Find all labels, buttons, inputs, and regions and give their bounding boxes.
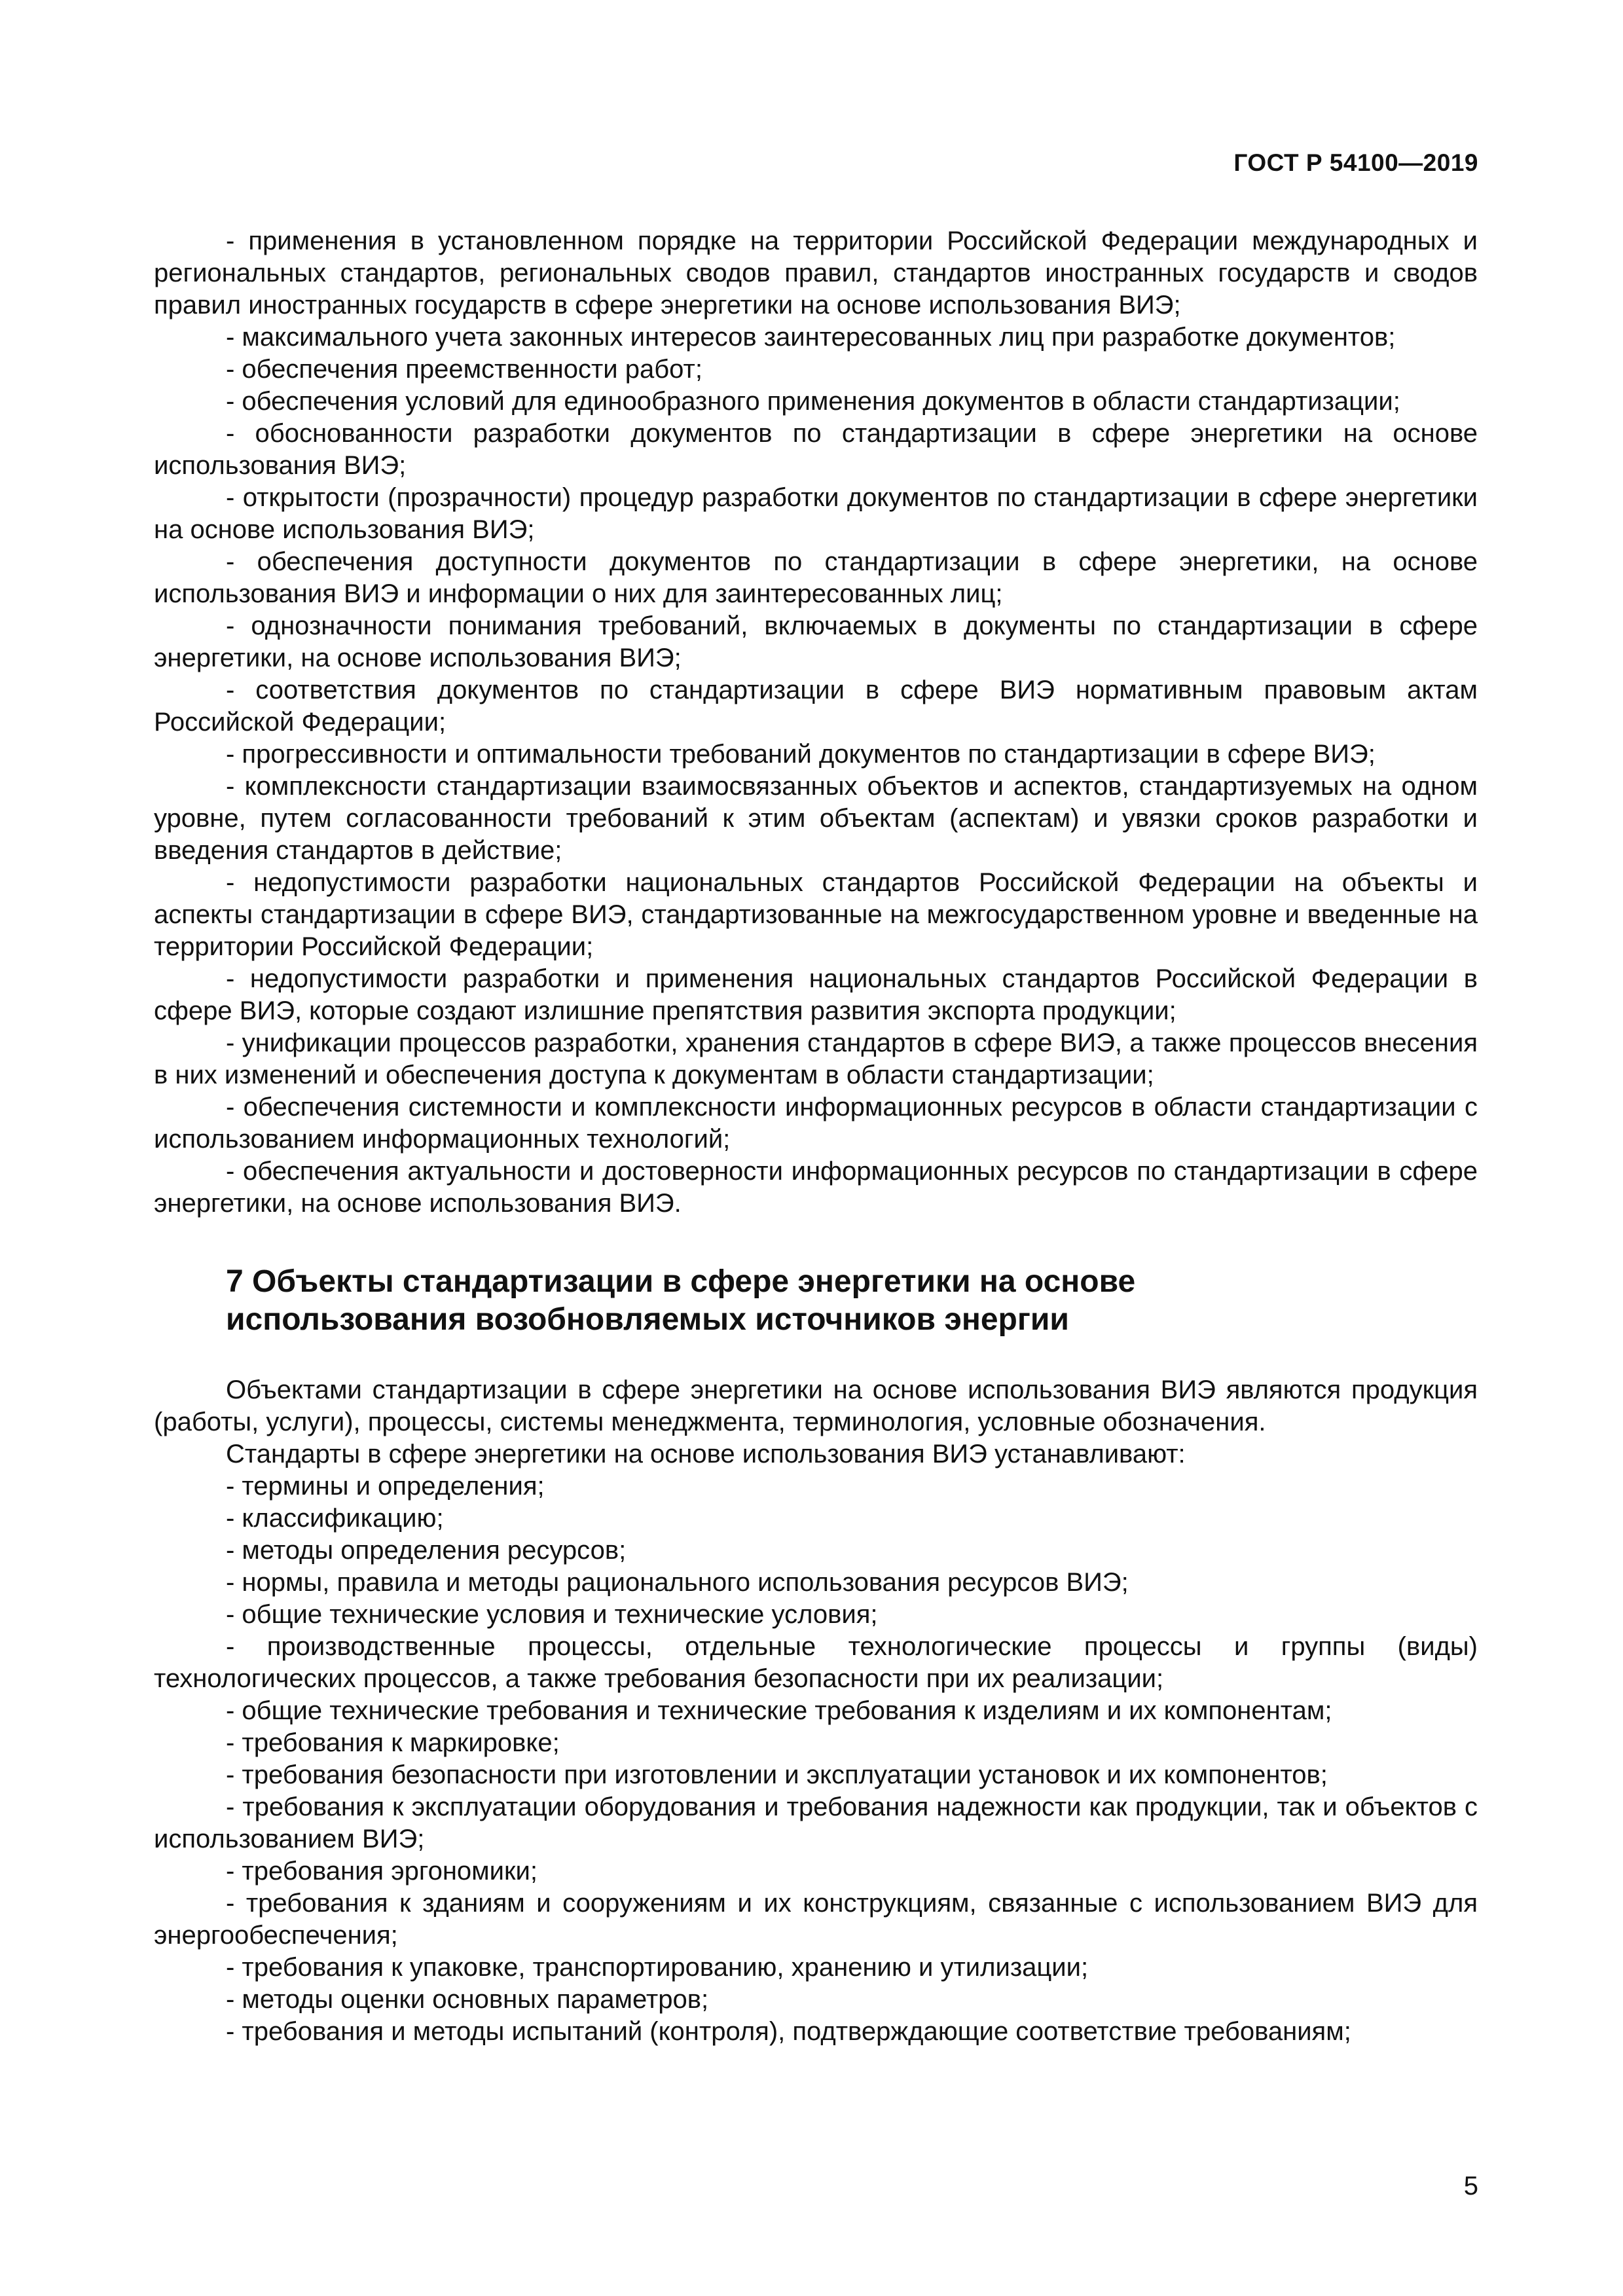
list-item: - открытости (прозрачности) процедур разработки документов по стандартизации в сфере энергетики на основе использования ВИЭ; <box>154 483 1478 544</box>
list-item: - требования и методы испытаний (контроля), подтверждающие соответствие требованиям; <box>226 2017 1351 2046</box>
list-item: - комплексности стандартизации взаимосвязанных объектов и аспектов, стандартизуемых на одном уровне, путем согласованности требований к этим объектам (аспектам) и увязки сроков разработки и введения стандартов в действие; <box>154 772 1478 865</box>
list-item: - требования к маркировке; <box>226 1728 560 1757</box>
list-item: - недопустимости разработки и применения национальных стандартов Российской Федерации в сфере ВИЭ, которые создают излишние препятствия развития экспорта продукции; <box>154 964 1478 1025</box>
list-item: - однозначности понимания требований, включаемых в документы по стандартизации в сфере энергетики, на основе использования ВИЭ; <box>154 611 1478 672</box>
list-item: - обеспечения актуальности и достоверности информационных ресурсов по стандартизации в сфере энергетики, на основе использования ВИЭ. <box>154 1157 1478 1218</box>
list-item: - обеспечения системности и комплексности информационных ресурсов в области стандартизации с использованием информационных технологий; <box>154 1093 1478 1154</box>
section-lead-paragraph: Стандарты в сфере энергетики на основе использования ВИЭ устанавливают: <box>226 1440 1186 1468</box>
list-item: - термины и определения; <box>226 1472 545 1501</box>
section-heading-line: использования возобновляемых источников энергии <box>226 1302 1069 1337</box>
list-item: - общие технические требования и технические требования к изделиям и их компонентам; <box>226 1696 1332 1725</box>
list-item: - нормы, правила и методы рационального использования ресурсов ВИЭ; <box>226 1568 1129 1597</box>
list-item: - производственные процессы, отдельные технологические процессы и группы (виды) технологических процессов, а также требования безопасности при их реализации; <box>154 1632 1478 1693</box>
list-item: - классификацию; <box>226 1504 444 1533</box>
list-item: - требования к зданиям и сооружениям и их конструкциям, связанные с использованием ВИЭ для энергообеспечения; <box>154 1889 1478 1950</box>
list-item: - применения в установленном порядке на территории Российской Федерации международных и региональных стандартов, региональных сводов правил, стандартов иностранных государств и сводов правил иностранных государств в сфере энергетики на основе использования ВИЭ; <box>154 227 1478 319</box>
list-item: - максимального учета законных интересов заинтересованных лиц при разработке документов; <box>226 323 1396 352</box>
list-item: - недопустимости разработки национальных стандартов Российской Федерации на объекты и аспекты стандартизации в сфере ВИЭ, стандартизованные на межгосударственном уровне и введенные на территории Российской Федерации; <box>154 868 1478 961</box>
page-body <box>154 225 1478 2048</box>
section-heading <box>226 1263 1478 1339</box>
list-item: - требования эргономики; <box>226 1857 538 1886</box>
list-item: - методы определения ресурсов; <box>226 1536 627 1565</box>
list-item: - требования к упаковке, транспортированию, хранению и утилизации; <box>226 1953 1089 1982</box>
page-number: 5 <box>1463 2172 1478 2200</box>
list-item: - соответствия документов по стандартизации в сфере ВИЭ нормативным правовым актам Российской Федерации; <box>154 676 1478 737</box>
section-heading-line: 7 Объекты стандартизации в сфере энергетики на основе <box>226 1264 1136 1299</box>
list-item: - общие технические условия и технические условия; <box>226 1600 878 1629</box>
list-item: - методы оценки основных параметров; <box>226 1985 709 2014</box>
section-intro-paragraph: Объектами стандартизации в сфере энергетики на основе использования ВИЭ являются продукция (работы, услуги), процессы, системы менеджмента, терминология, условные обозначения. <box>154 1376 1478 1436</box>
list-item: - обеспечения доступности документов по стандартизации в сфере энергетики, на основе использования ВИЭ и информации о них для заинтересованных лиц; <box>154 547 1478 608</box>
list-item: - требования к эксплуатации оборудования и требования надежности как продукции, так и объектов с использованием ВИЭ; <box>154 1793 1478 1853</box>
list-item: - обоснованности разработки документов по стандартизации в сфере энергетики на основе использования ВИЭ; <box>154 419 1478 480</box>
list-item: - унификации процессов разработки, хранения стандартов в сфере ВИЭ, а также процессов внесения в них изменений и обеспечения доступа к документам в области стандартизации; <box>154 1029 1478 1089</box>
document-id-header: ГОСТ Р 54100—2019 <box>1233 149 1478 176</box>
list-item: - обеспечения преемственности работ; <box>226 355 702 384</box>
list-item: - обеспечения условий для единообразного применения документов в области стандартизации; <box>226 387 1400 416</box>
list-item: - требования безопасности при изготовлении и эксплуатации установок и их компонентов; <box>226 1760 1328 1789</box>
list-item: - прогрессивности и оптимальности требований документов по стандартизации в сфере ВИЭ; <box>226 740 1376 769</box>
